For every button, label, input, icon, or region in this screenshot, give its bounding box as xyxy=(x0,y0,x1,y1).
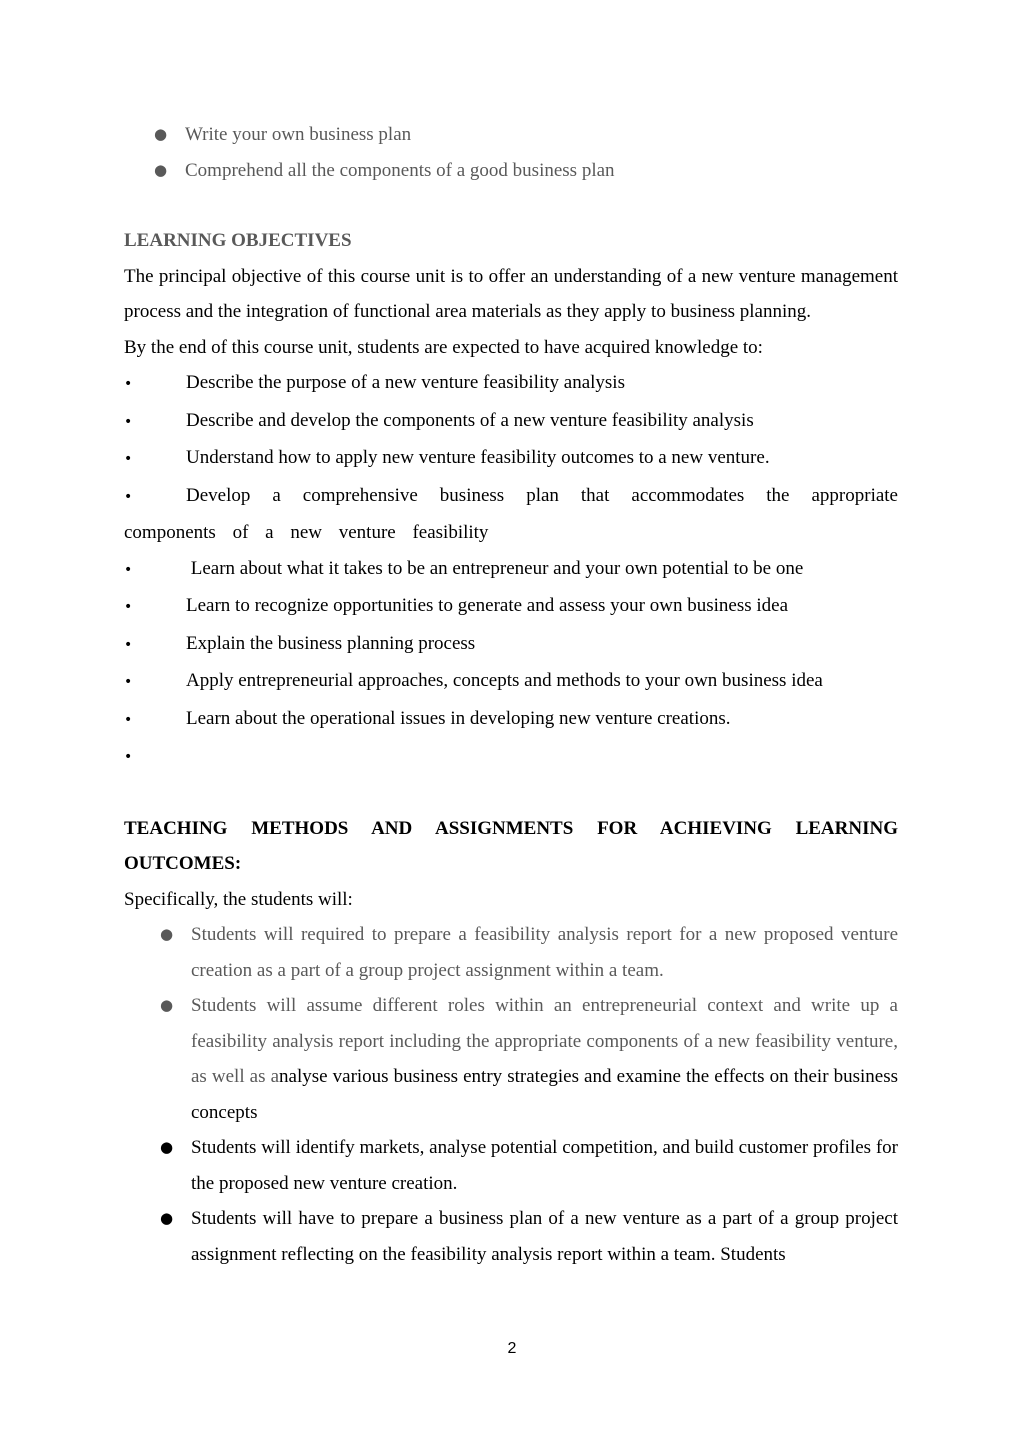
bullet-icon: • xyxy=(124,599,133,615)
learning-objectives-lead: By the end of this course unit, students are expected to have acquired knowledge to: xyxy=(124,336,763,358)
list-item-text: Comprehend all the components of a good business plan xyxy=(185,159,615,181)
bullet-icon: • xyxy=(124,451,133,467)
bullet-icon: • xyxy=(124,636,133,653)
bullet-icon: • xyxy=(124,674,133,690)
objectives-list xyxy=(124,365,898,776)
spacer xyxy=(124,776,898,811)
teaching-lead: Specifically, the students will: xyxy=(124,888,353,910)
list-item xyxy=(124,117,898,153)
bullet-icon: ● xyxy=(154,125,168,143)
bullet-icon: ● xyxy=(160,1209,174,1227)
list-item xyxy=(124,917,898,988)
list-item-text: Learn about what it takes to be an entrepreneur and your own potential to be one xyxy=(186,557,804,579)
teaching-methods-heading: TEACHING METHODS AND ASSIGNMENTS FOR ACHIEVING LEARNING OUTCOMES: xyxy=(124,817,898,874)
list-item-text: Write your own business plan xyxy=(185,124,412,145)
bullet-icon: • xyxy=(124,561,133,578)
bullet-icon: ● xyxy=(160,1138,174,1156)
list-item xyxy=(124,153,898,189)
bullet-icon: • xyxy=(124,413,133,430)
list-item xyxy=(124,403,898,441)
list-item-text: Students will identify markets, analyse potential competition, and build customer profiles for the proposed new venture creation. xyxy=(191,1137,898,1194)
list-item xyxy=(124,988,898,1130)
page-number: 2 xyxy=(507,1340,517,1357)
list-item-text: Learn about the operational issues in developing new venture creations. xyxy=(186,707,731,729)
learning-objectives-heading: LEARNING OBJECTIVES xyxy=(124,230,352,251)
list-item xyxy=(124,1130,898,1201)
spacer xyxy=(124,188,898,223)
top-bullet-list xyxy=(124,117,898,188)
list-item-text: Describe the purpose of a new venture feasibility analysis xyxy=(186,372,625,393)
bullet-icon: • xyxy=(124,488,133,505)
list-item-text: Develop a comprehensive business plan that accommodates the appropriate components of a new venture feasibility xyxy=(124,484,898,543)
list-item-text: Apply entrepreneurial approaches, concepts and methods to your own business idea xyxy=(186,670,823,691)
list-item-text: Understand how to apply new venture feasibility outcomes to a new venture. xyxy=(186,447,770,468)
list-item xyxy=(124,551,898,589)
list-item-text: Students will required to prepare a feasibility analysis report for a new proposed venture creation as a part of a group project assignment within a team. xyxy=(191,924,898,981)
list-item xyxy=(124,365,898,403)
list-item-text: Students will assume different roles within an entrepreneurial context and write up a feasibility analysis report including the appropriate components of a new feasibility venture, as well as a xyxy=(191,995,898,1087)
bullet-icon: ● xyxy=(160,996,174,1014)
teaching-methods-list xyxy=(124,917,898,1272)
list-item xyxy=(124,701,898,739)
list-item xyxy=(124,588,898,626)
list-item xyxy=(124,478,898,551)
learning-objectives-intro: The principal objective of this course unit is to offer an understanding of a new venture management process and the integration of functional area materials as they apply to business planning. xyxy=(124,265,898,322)
list-item-text: Learn to recognize opportunities to generate and assess your own business idea xyxy=(186,595,789,616)
bullet-icon: • xyxy=(124,749,133,765)
bullet-icon: ● xyxy=(160,925,174,943)
bullet-icon: • xyxy=(124,376,133,392)
list-item xyxy=(124,440,898,478)
list-item xyxy=(124,626,898,664)
bullet-icon: ● xyxy=(154,160,168,179)
list-item-text: Explain the business planning process xyxy=(186,632,476,654)
list-item-empty xyxy=(124,738,898,776)
list-item xyxy=(124,663,898,701)
list-item xyxy=(124,1201,898,1272)
list-item-text: nalyse various business entry strategies and examine the effects on their business concepts xyxy=(191,1066,898,1123)
document-page xyxy=(124,117,898,1272)
list-item-text: Describe and develop the components of a new venture feasibility analysis xyxy=(186,409,754,431)
list-item-text: Students will have to prepare a business plan of a new venture as a part of a group project assignment reflecting on the feasibility analysis report within a team. Students xyxy=(191,1208,898,1265)
bullet-icon: • xyxy=(124,711,133,728)
